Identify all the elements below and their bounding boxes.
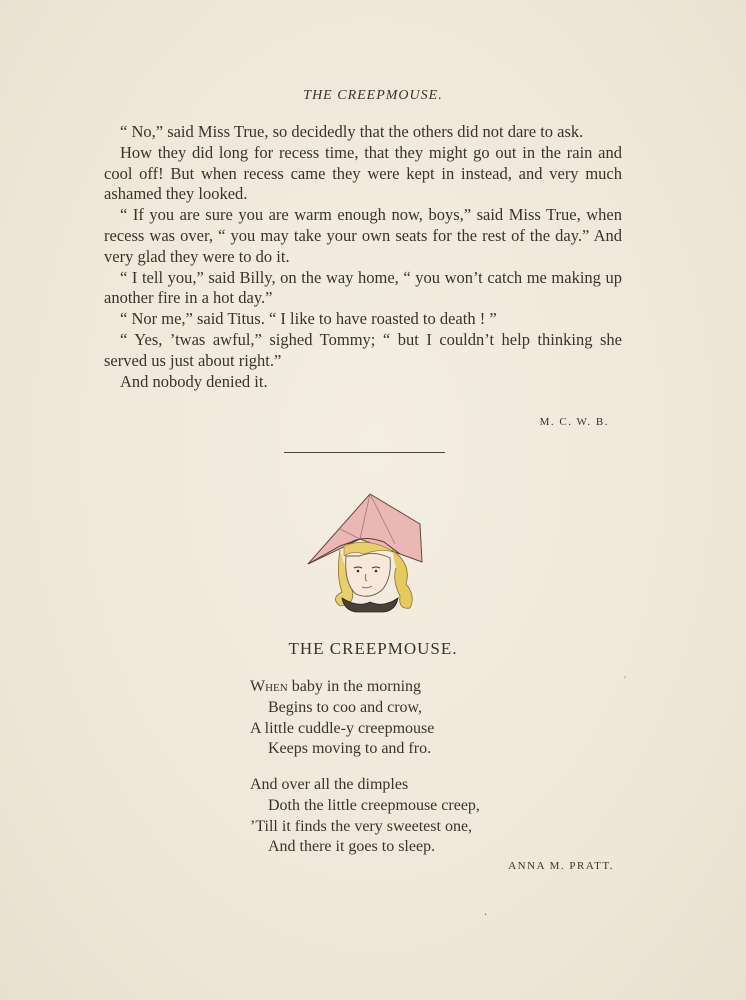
poem-line: ’Till it finds the very sweetest one, [250, 817, 473, 835]
poem-line: And over all the dimples [250, 776, 409, 793]
poem-line: And there it goes to sleep. [268, 838, 436, 856]
paper-speck: ′ [624, 676, 627, 687]
poem-line: Begins to coo and crow, [268, 698, 423, 716]
poem-line-initial-word: When [250, 678, 288, 695]
story-text [104, 122, 622, 392]
poem-title: THE CREEPMOUSE. [288, 639, 458, 658]
running-head: THE CREEPMOUSE. [303, 88, 443, 103]
paragraph: “ Yes, ’twas awful,” sighed Tommy; “ but I couldn’t help thinking she served us just about right.” [104, 329, 622, 370]
paragraph: “ No,” said Miss True, so decidedly that the others did not dare to ask. [120, 122, 584, 141]
poem-line: Doth the little creepmouse creep, [268, 796, 480, 814]
paragraph: “ If you are sure you are warm enough now, boys,” said Miss True, when recess was over, “ you may take your own seats for the rest of the day.” And very glad they were to do it. [104, 205, 622, 266]
paragraph: “ I tell you,” said Billy, on the way home, “ you won’t catch me making up another fire in a hot day.” [104, 267, 622, 308]
paragraph: And nobody denied it. [120, 371, 268, 391]
poem-line-rest: baby in the morning [287, 678, 422, 695]
poem-signature: ANNA M. PRATT. [508, 860, 614, 872]
paragraph: How they did long for recess time, that they might go out in the rain and cool off! But when recess came they were kept in instead, and very much ashamed they looked. [104, 142, 622, 204]
poem-stanza [250, 775, 550, 858]
paragraph: “ Nor me,” said Titus. “ I like to have roasted to death ! ” [120, 309, 497, 329]
poem-line [250, 677, 550, 698]
story-signature: M. C. W. B. [539, 416, 609, 428]
poem-stanza [250, 677, 550, 760]
poem-line: A little cuddle-y creepmouse [250, 719, 435, 737]
poem-line: Keeps moving to and fro. [268, 740, 432, 758]
child-in-paper-hat-illustration [300, 484, 440, 619]
section-divider [284, 452, 445, 453]
paper-speck: · [484, 910, 488, 921]
